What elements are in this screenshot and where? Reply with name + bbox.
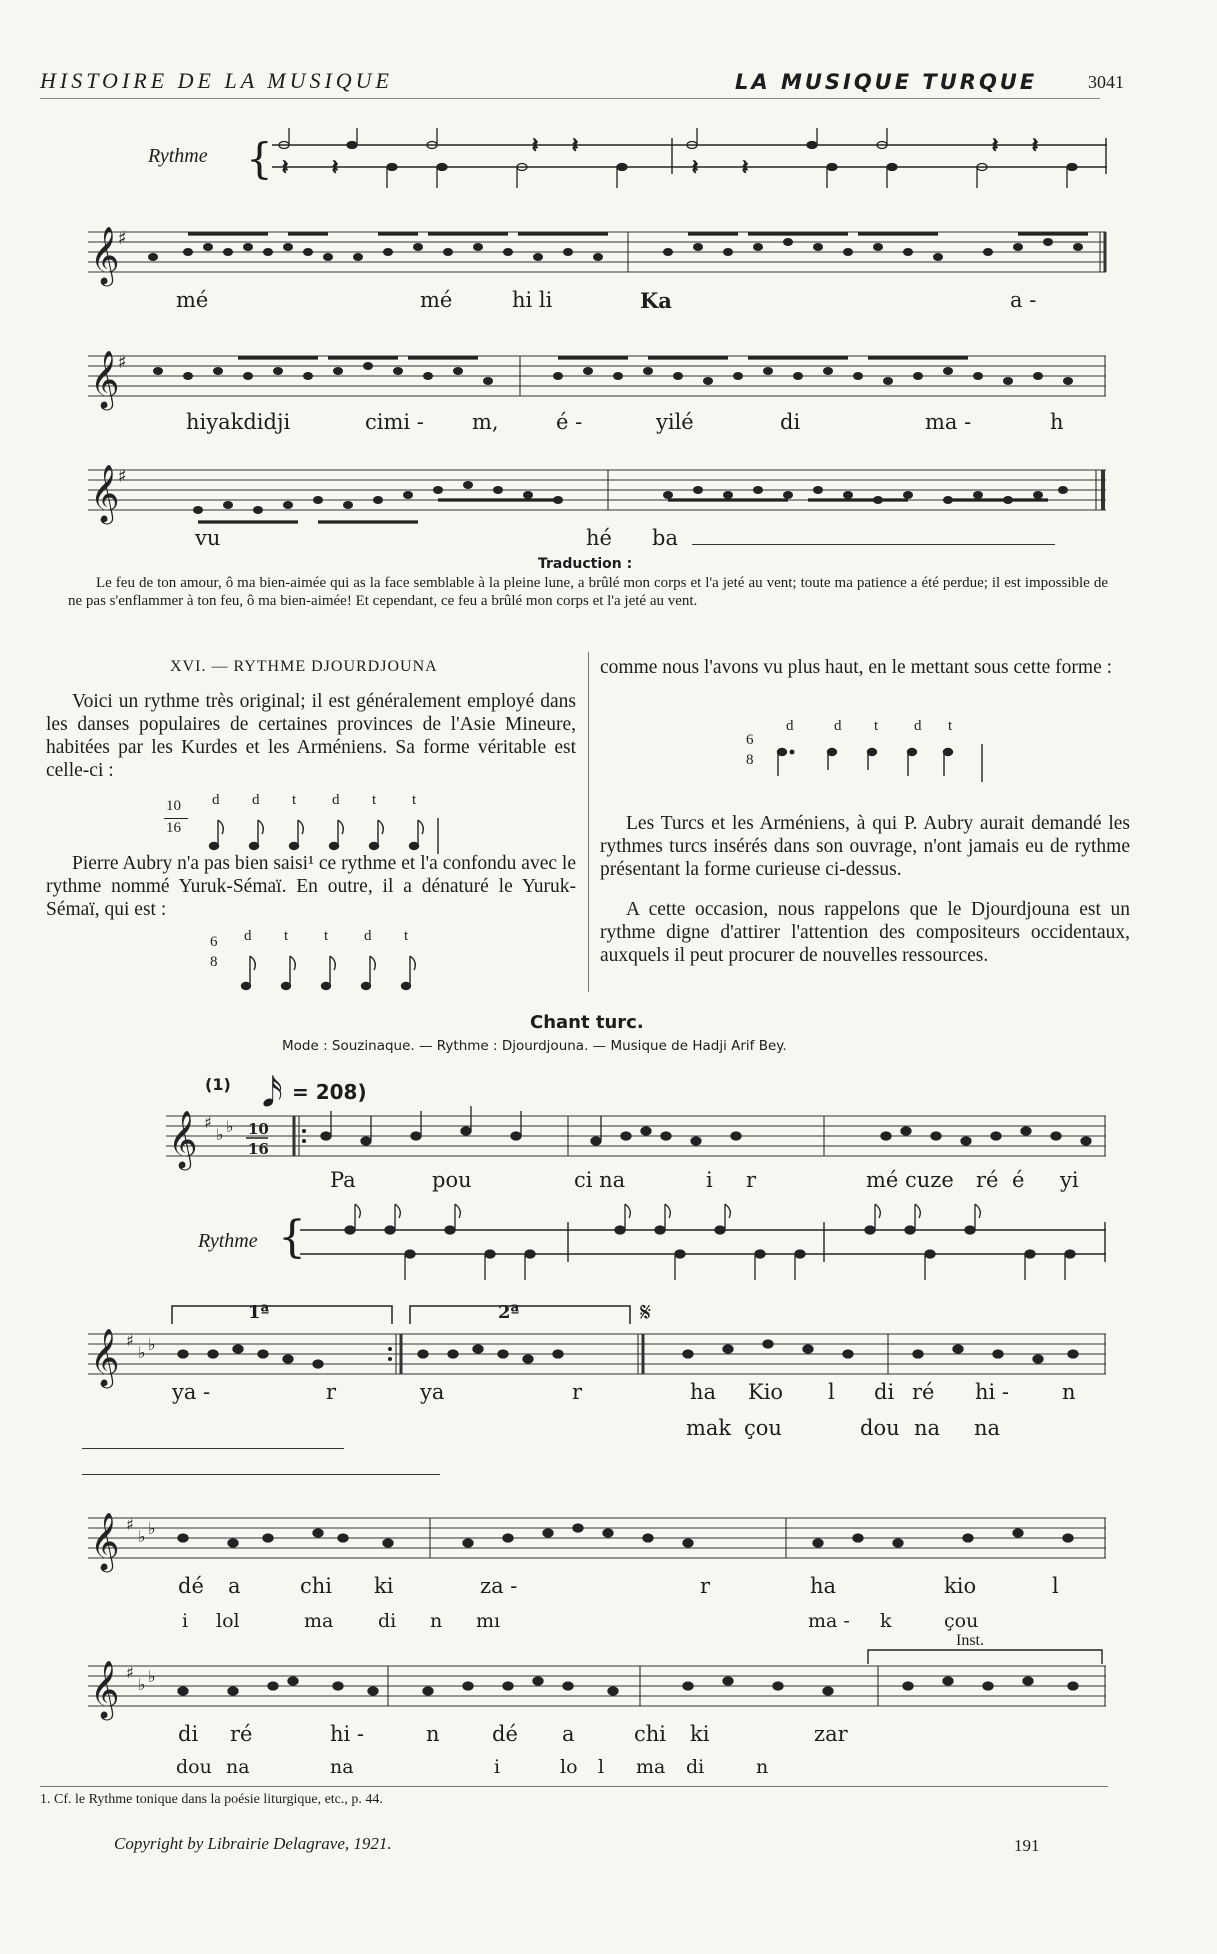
chant-lyric: n [430, 1610, 443, 1632]
paragraph: Voici un rythme très original; il est généralement employé dans les danses populaires de certaines provinces de l'Asie Mineure, habitées par les Kurdes et les Arméniens. Sa forme véritable est celle-ci : [46, 691, 576, 781]
score1-lyric: mé [176, 288, 209, 312]
rhythm-syllable: t [284, 928, 289, 944]
svg-text:♭: ♭ [138, 1527, 146, 1546]
rhythm-notes [234, 946, 444, 996]
chant-lyric: ya - [172, 1380, 211, 1404]
score1-lyric: mé [420, 288, 453, 312]
score1-lyric: cimi - [365, 410, 424, 434]
score1-staff-line3 [88, 460, 1106, 524]
score1-lyric: hi li [512, 288, 553, 312]
chant-lyric: mé cuze [866, 1168, 954, 1192]
running-header-left: HISTOIRE DE LA MUSIQUE [40, 68, 393, 93]
chant-staff-3 [88, 1508, 1106, 1568]
left-column-para1 [46, 690, 576, 782]
score1-staff-line2 [88, 346, 1106, 406]
chant-lyric: yi [1060, 1168, 1079, 1192]
running-header-right: LA MUSIQUE TURQUE [735, 70, 1038, 94]
score1-lyric: a - [1010, 288, 1037, 312]
score1-staff-line1 [88, 222, 1106, 282]
svg-text:♭: ♭ [138, 1675, 146, 1694]
svg-text:♯: ♯ [118, 228, 127, 249]
svg-text:𝄽: 𝄽 [532, 133, 539, 157]
score1-lyric: h [1050, 410, 1064, 434]
score1-rhythm-brace: { [246, 134, 273, 183]
svg-text:𝄽: 𝄽 [692, 155, 699, 179]
rhythm-syllable: d [212, 792, 220, 808]
sixteenth-note-icon: 𝅘𝅥𝅯 [262, 1070, 283, 1116]
footnote-rule [40, 1786, 1108, 1787]
svg-text:♭: ♭ [226, 1117, 234, 1136]
svg-text:♯: ♯ [118, 352, 127, 373]
svg-text:♭: ♭ [148, 1667, 156, 1686]
chant-lyric: ki [690, 1722, 710, 1746]
svg-text:𝄽: 𝄽 [992, 133, 999, 157]
chant-lyric: chi [300, 1574, 333, 1598]
rhythm-syllable: d [252, 792, 260, 808]
rhythm-syllable: d [332, 792, 340, 808]
score1-lyric: hé [586, 526, 612, 550]
chant-lyric: a [562, 1722, 575, 1746]
chant-lyric: pou [432, 1168, 472, 1192]
chant-lyric: n [1062, 1380, 1076, 1404]
score1-lyric: ma - [925, 410, 972, 434]
rhythm-syllable: t [948, 718, 953, 734]
chant-lyric: i [182, 1610, 189, 1632]
time-sig-den: 8 [210, 954, 218, 970]
chant-staff-4 [88, 1656, 1106, 1716]
chant-lyric: r [572, 1380, 583, 1404]
segno-icon: 𝄋 [640, 1298, 652, 1328]
time-sig-num: 6 [210, 934, 218, 950]
footnote-ref: (1) [205, 1075, 231, 1094]
chant-lyric: di [686, 1756, 705, 1778]
svg-text:𝄞: 𝄞 [90, 1660, 120, 1718]
chant-lyric: k [880, 1610, 892, 1632]
svg-text:𝄽: 𝄽 [282, 155, 289, 179]
svg-text:𝄞: 𝄞 [90, 1512, 120, 1570]
chant-lyric: dou [176, 1756, 212, 1778]
section-heading: XVI. — RYTHME DJOURDJOUNA [170, 658, 438, 675]
chant-lyric: di [178, 1722, 199, 1746]
rhythm-syllable: t [412, 792, 417, 808]
chant-lyric: l [828, 1380, 835, 1404]
svg-text:𝄞: 𝄞 [90, 1328, 120, 1386]
chant-lyric: r [700, 1574, 711, 1598]
translation-heading: Traduction : [538, 556, 633, 572]
column-divider [588, 652, 589, 992]
chant-lyric: kio [944, 1574, 977, 1598]
chant-lyric: ré [976, 1168, 999, 1192]
svg-text:𝄽: 𝄽 [742, 155, 749, 179]
rhythm-syllable: d [834, 718, 842, 734]
svg-text:𝄽: 𝄽 [572, 133, 579, 157]
chant-lyric: zar [814, 1722, 848, 1746]
svg-text:♯: ♯ [126, 1515, 134, 1534]
chant-lyric: ki [374, 1574, 394, 1598]
chant-lyric: mı [476, 1610, 501, 1632]
chant-lyric: ré [912, 1380, 935, 1404]
chant-lyric: lol [216, 1610, 240, 1632]
rhythm-syllable: t [874, 718, 879, 734]
score1-lyric: é - [556, 410, 583, 434]
svg-text:𝄞: 𝄞 [168, 1110, 198, 1168]
rhythm-syllable: t [372, 792, 377, 808]
score1-lyric: di [780, 410, 801, 434]
svg-text:𝄞: 𝄞 [90, 226, 120, 284]
chant-lyric: ré [230, 1722, 253, 1746]
rhythm-syllable: d [786, 718, 794, 734]
chant-title: Chant turc. [530, 1012, 644, 1033]
chant-lyric: na [330, 1756, 354, 1778]
copyright-line: Copyright by Librairie Delagrave, 1921. [114, 1834, 392, 1853]
chant-lyric: r [326, 1380, 337, 1404]
svg-text:♭: ♭ [138, 1343, 146, 1362]
svg-text:♯: ♯ [126, 1663, 134, 1682]
chant-lyric: chi [634, 1722, 667, 1746]
chant-lyric: ya [420, 1380, 445, 1404]
chant-lyric: na [974, 1416, 1001, 1440]
blank-rule [82, 1474, 440, 1475]
chant-lyric: na [914, 1416, 941, 1440]
time-sig-num: 6 [746, 732, 754, 748]
volta-1-label: 1ª [248, 1302, 270, 1323]
chant-lyric: dou [860, 1416, 900, 1440]
chant-lyric: ha [810, 1574, 837, 1598]
score1-rhythm-label: Rythme [148, 145, 208, 167]
chant-staff-1 [166, 1106, 1106, 1166]
score1-lyric: hiyakdidji [186, 410, 291, 434]
right-column-para3 [600, 898, 1130, 967]
paragraph: Pierre Aubry n'a pas bien saisi¹ ce rythme et l'a confondu avec le rythme nommé Yuruk-Sémaï. En outre, il a dénaturé le Yuruk-Sémaï, qui est : [46, 853, 576, 920]
right-column-para2 [600, 812, 1130, 881]
chant-lyric: di [874, 1380, 895, 1404]
chant-lyric: hi - [975, 1380, 1010, 1404]
chant-lyric: dé [178, 1574, 204, 1598]
time-sig-den: 8 [746, 752, 754, 768]
chant-lyric: çou [944, 1610, 979, 1632]
rhythm-syllable: t [324, 928, 329, 944]
chant-rhythm-staff [300, 1204, 1106, 1284]
translation-text: Le feu de ton amour, ô ma bien-aimée qui as la face semblable à la pleine lune, a brûlé mon corps et l'a jeté au vent; toute ma patience a été perdue; il est impossible de ne pas s'enflammer à ton feu, ô ma bien-aimée! Et cependant, ce feu a brûlé mon corps et l'a jeté au vent. [68, 575, 1108, 609]
rhythm-notes [200, 810, 440, 856]
chant-lyric: Pa [330, 1168, 356, 1192]
chant-lyric: di [378, 1610, 397, 1632]
blank-rule [82, 1448, 344, 1449]
chant-lyric: a [228, 1574, 241, 1598]
chant-lyric: hi - [330, 1722, 365, 1746]
left-column-para2 [46, 852, 576, 921]
time-sig-den: 16 [248, 1140, 269, 1158]
folio-number: 191 [1014, 1836, 1040, 1855]
svg-text:𝄽: 𝄽 [332, 155, 339, 179]
header-rule [40, 98, 1100, 99]
rhythm-notes [772, 740, 1012, 786]
svg-text:♭: ♭ [148, 1519, 156, 1538]
chant-subtitle: Mode : Souzinaque. — Rythme : Djourdjouna. — Musique de Hadji Arif Bey. [282, 1038, 787, 1054]
chant-lyric: r [746, 1168, 757, 1192]
volta-2-label: 2ª [498, 1302, 520, 1323]
svg-text:♯: ♯ [126, 1331, 134, 1350]
chant-lyric: Kio [748, 1380, 784, 1404]
chant-lyric: lo [560, 1756, 578, 1778]
chant-lyric: ci na [574, 1168, 626, 1192]
tempo-marking: = 208) [292, 1080, 367, 1104]
chant-lyric: dé [492, 1722, 518, 1746]
chant-lyric: ma [636, 1756, 666, 1778]
rhythm-syllable: t [292, 792, 297, 808]
chant-lyric: na [226, 1756, 250, 1778]
lyric-extender-line [692, 544, 1055, 545]
svg-text:♯: ♯ [118, 466, 127, 487]
score1-lyric: Ka [640, 288, 672, 313]
score1-rhythm-staff [272, 128, 1107, 208]
svg-text:♭: ♭ [216, 1125, 224, 1144]
chant-lyric: n [426, 1722, 440, 1746]
svg-text:𝄽: 𝄽 [1032, 133, 1039, 157]
footnote: 1. Cf. le Rythme tonique dans la poésie liturgique, etc., p. 44. [40, 1792, 383, 1807]
paragraph: Les Turcs et les Arméniens, à qui P. Aubry aurait demandé les rythmes turcs insérés dans son ouvrage, n'ont jamais eu de rythme présentant la forme curieuse ci-dessus. [600, 813, 1130, 880]
rhythm-syllable: d [364, 928, 372, 944]
score1-lyric: m, [472, 410, 499, 434]
time-sig-num: 10 [248, 1120, 269, 1138]
svg-text:𝄞: 𝄞 [90, 464, 120, 522]
svg-text:𝄞: 𝄞 [90, 350, 120, 408]
chant-rhythm-brace: { [278, 1212, 306, 1263]
chant-lyric: i [706, 1168, 713, 1192]
page-number: 3041 [1088, 72, 1124, 92]
chant-lyric: za - [480, 1574, 518, 1598]
rhythm-syllable: d [244, 928, 252, 944]
svg-text:♯: ♯ [204, 1113, 212, 1132]
chant-lyric: çou [744, 1416, 782, 1440]
chant-staff-2 [88, 1324, 1106, 1384]
chant-lyric: mak [686, 1416, 732, 1440]
rhythm-syllable: d [914, 718, 922, 734]
time-sig-den: 16 [166, 820, 181, 836]
time-sig-bar [164, 818, 188, 819]
score1-lyric: yilé [656, 410, 694, 434]
score1-lyric: ba [652, 526, 678, 550]
score1-lyric: vu [195, 526, 221, 550]
chant-lyric: l [1052, 1574, 1059, 1598]
chant-lyric: ha [690, 1380, 717, 1404]
chant-lyric: ma - [808, 1610, 850, 1632]
chant-lyric: i [494, 1756, 501, 1778]
instrumental-marking: Inst. [956, 1632, 984, 1649]
chant-lyric: l [598, 1756, 605, 1778]
chant-lyric: é [1012, 1168, 1025, 1192]
rhythm-syllable: t [404, 928, 409, 944]
chant-rhythm-label: Rythme [198, 1230, 258, 1252]
chant-lyric: n [756, 1756, 769, 1778]
paragraph: comme nous l'avons vu plus haut, en le mettant sous cette forme : [600, 657, 1113, 678]
right-column-para1 [600, 656, 1130, 679]
svg-text:♭: ♭ [148, 1335, 156, 1354]
chant-lyric: ma [304, 1610, 334, 1632]
time-sig-num: 10 [166, 798, 181, 814]
paragraph: A cette occasion, nous rappelons que le Djourdjouna est un rythme digne d'attirer l'attention des compositeurs occidentaux, auxquels il peut procurer de nouvelles ressources. [600, 899, 1130, 966]
